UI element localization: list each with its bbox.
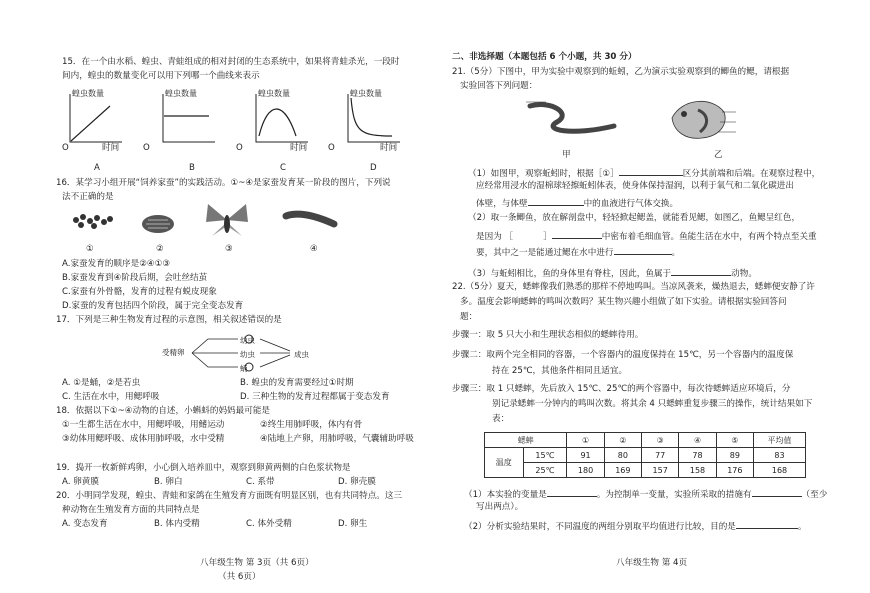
q21-p2-line3 [476,245,680,259]
table-cell: 77 [642,448,679,463]
graph-b-title: 蝗虫数量 [165,89,197,98]
q16-option-b: B.家蚕发育到④阶段后期，会吐丝结茧 [62,273,208,283]
q15-line2: 间内，蝗虫的数量变化可以用下列哪一个曲线来表示 [62,71,260,81]
q21-p2-text-f: 。 [671,248,681,258]
table-header-cell: 平均值 [754,433,806,448]
q22-p2-line1 [464,519,807,533]
q21-p1-text-b: 区分其前端和后端。在观察过程中， [682,169,821,179]
q22-step3-line2: 别记录蟋蟀一分钟内的鸣叫次数。将其余 4 只蟋蟀重复步骤三的操作，统计结果如下 [492,399,813,409]
q22-step3-line1: 步骤三：取 1 只蟋蟀，先后放入 15℃、25℃的两个容器中，每次待蟋蟀适应环境后，分 [452,384,791,394]
cricket-results-table [484,432,806,478]
q17-line1: 17．下列是三种生物发育过程的示意图，相关叙述错误的是 [56,315,282,325]
graph-c-origin: O [236,143,243,153]
graph-c-option: C [280,163,287,173]
q19-line1: 19．捣开一枚新鲜鸡卵，小心倒入培养皿中，观察到卵黄两侧的白色浆状物是 [56,463,351,473]
q17-option-c: C. 生活在水中，用鳃呼吸 [62,392,160,402]
q22-p2-text-a: （2）分析实验结果时，不同温度的两组分别取平均值进行比较，目的是 [464,522,736,532]
table-header-cell: ③ [642,433,679,448]
q22-blank-2[interactable] [752,487,802,497]
stage-label-3: ③ [225,244,233,254]
q22-blank-3[interactable] [736,519,798,529]
q21-p3-line1 [468,266,757,280]
left-page-footer: 八年级生物 第 3页（共 6页） [200,558,314,568]
q20-line2: 种动物在生殖发育方面的共同特点是 [62,505,200,515]
q20-option-a: A. 变态发育 [62,519,108,529]
q21-line1: 21.（5分）下图中，甲为实验中观察到的蚯蚓，乙为演示实验观察到的鲫鱼的鳃，请根据 [452,67,790,77]
table-cell: 78 [679,448,716,463]
stage-label-4: ④ [310,244,318,254]
q22-line3: 题： [460,312,478,322]
graph-d [342,92,402,147]
q17-option-b: B. 蝗虫的发育需要经过①时期 [240,378,354,388]
table-cell: 180 [567,463,604,478]
fish-gill-image [662,92,752,144]
q20-option-d: D. 卵生 [338,519,368,529]
graph-d-option: D [370,163,377,173]
table-header-cell: ⑤ [716,433,753,448]
q17-node-adult: 成虫 [294,350,309,359]
q21-blank-1[interactable] [619,166,683,176]
graph-b [157,92,217,147]
q22-step2-line1: 步骤二：取两个完全相同的容器，一个容器内的温度保持在 15℃，另一个容器内的温度保 [452,350,794,360]
silkworm-pupa-image [138,210,178,238]
q22-blank-1[interactable] [547,487,597,497]
table-cell: 158 [679,463,716,478]
table-cell-temp: 25℃ [523,463,567,478]
graph-a [64,92,124,147]
q22-step3-line3: 表： [492,414,510,424]
q19-option-c: C. 系带 [246,477,275,487]
table-cell-temp: 15℃ [523,448,567,463]
q21-p2-line1: （2）取一条鲫鱼，放在解剖盘中，轻轻掀起鳃盖，就能看见鳃，如图乙，鱼鳃呈红色， [468,213,801,223]
graph-a-option: A [94,163,100,173]
graph-a-origin: O [62,143,69,153]
q21-p2-text-c: ］ [543,232,552,242]
q17-node-pupa: 蛹 [240,364,248,373]
q22-step2-line2: 持在 25℃，其他条件相同且适宜。 [492,366,628,376]
q22-p1-line1 [464,487,827,501]
graph-b-origin: O [143,143,150,153]
graph-c-title: 蝗虫数量 [258,89,290,98]
graph-d-xlabel: 时间 [380,143,398,153]
stage-label-2: ② [156,244,164,254]
q21-blank-6[interactable] [671,266,731,276]
q18-statement-4: ④陆地上产卵，用肺呼吸，气囊辅助呼吸 [260,434,414,444]
q21-p3-text-b: 动物。 [731,269,757,279]
silkworm-eggs-image [70,208,120,238]
q18-line1: 18．依据以下①~④动物的自述，小蝌蚪的妈妈最可能是 [56,406,271,416]
graph-d-origin: O [328,143,335,153]
q22-line2: 多。温度会影响蟋蟀的鸣叫次数吗？某生物兴趣小组做了如下实验。请根据实验回答问 [460,297,787,307]
q16-option-d: D.家蚕的发育包括四个阶段，属于完全变态发育 [62,301,244,311]
q21-blank-3[interactable] [513,230,543,239]
q22-step1: 步骤一：取 5 只大小和生理状态相似的蟋蟀待用。 [452,330,644,340]
q17-option-d: D. 三种生物的发育过程都属于变态发育 [240,392,390,402]
q16-line1: 16．某学习小组开展“饲养家蚕”的实践活动。①~④是家蚕发育某一阶段的图片，下列说 [56,178,391,188]
table-header-row [485,433,806,448]
q22-p1-text-c: （至少 [801,490,828,500]
left-page-footer-total: （共 6页） [218,572,261,582]
table-header-cell: ④ [679,433,716,448]
stage-label-1: ① [86,244,94,254]
q21-blank-4[interactable] [552,229,602,239]
graph-c-xlabel: 时间 [290,143,308,153]
image-label-yi: 乙 [714,150,723,160]
q21-p2-line2 [476,229,817,243]
q21-p1-line1 [468,166,820,180]
q19-option-d: D. 卵壳膜 [338,477,376,487]
q21-p2-text-b: 是因为 ［ [476,232,514,242]
table-cell: 176 [716,463,753,478]
q21-p1-text-e: 中的血液进行气体交换。 [583,199,679,209]
q16-option-a: A.家蚕发育的顺序是②④①③ [62,259,171,269]
q21-p1-line3 [476,196,678,210]
table-cell: 168 [754,463,806,478]
section-title: 二、非选择题（本题包括 6 个小题，共 30 分） [452,52,637,62]
table-header-cell: ② [604,433,641,448]
table-header-cell: ① [567,433,604,448]
q15-line1: 15．在一个由水稻、蝗虫、青蛙组成的相对封闭的生态系统中，如果将青蛙杀光，一段时 [62,57,400,67]
q22-p1-text-b: 。为控制单一变量，实验所采取的措施有 [596,490,752,500]
table-cell: 80 [604,448,641,463]
table-cell: 169 [604,463,641,478]
q18-statement-2: ②终生用肺呼吸，体内有骨 [260,420,363,430]
q17-node-larva2: 幼虫 [240,350,255,359]
q20-line1: 20．小明同学发现，蝗虫、青蛙和家鸽在生殖发育方面既有明显区别，也有共同特点。这三 [56,491,403,501]
graph-a-xlabel: 时间 [102,143,120,153]
q17-diagram-arrows [190,330,340,376]
q19-option-a: A. 卵黄膜 [62,477,99,487]
q22-p1-text-a: （1）本实验的变量是 [464,490,547,500]
table-row-label: 温度 [485,448,524,478]
earthworm-image [522,92,622,144]
graph-d-title: 蝗虫数量 [350,89,382,98]
graph-c [250,92,310,147]
q21-p1-line2: 应经常用浸水的湿棉球轻擦蚯蚓体表，使身体保持湿润，以利于氧气和二氧化碳进出 [476,181,794,191]
q21-p2-text-d: 中密布着毛细血管。鱼能生活在水中，有两个特点至关重 [601,232,817,242]
q17-option-a: A. ①是蛹，②是若虫 [62,378,141,388]
q18-statement-1: ①一生都生活在水中，用鳃呼吸，用鳍运动 [62,420,225,430]
q21-p1-text-a: （1）如图甲，观察蚯蚓时，根据［①］ [468,169,619,179]
q17-node-larva1: 幼虫 [240,336,255,345]
q20-option-b: B. 体内受精 [154,519,200,529]
graph-a-title: 蝗虫数量 [72,89,104,98]
q21-line2: 实验回答下列问题： [460,81,538,91]
q21-p1-text-d: 体壁，与体壁 [476,199,528,209]
q22-line1: 22.（5分）夏天，蟋蟀像我们熟悉的那样不停地鸣叫。当凉风袭来，燥热退去，蟋蟀便安静了许 [452,282,815,292]
table-cell: 91 [567,448,604,463]
q21-blank-2[interactable] [528,196,584,206]
table-cell: 89 [716,448,753,463]
q19-option-b: B. 卵白 [154,477,183,487]
silkmoth-image [202,200,252,240]
q21-blank-5[interactable] [614,245,672,255]
table-row [485,448,806,463]
q21-p3-text-a: （3）与蚯蚓相比，鱼的身体里有脊柱，因此，鱼属于 [468,269,672,279]
q21-p2-text-e: 要，其中之一是能通过鳃在水中进行 [476,248,614,258]
silkworm-larva-image [282,206,338,232]
table-cell: 157 [642,463,679,478]
q16-line2: 法不正确的是 [62,192,114,202]
q16-option-c: C.家蚕有外骨骼，发育的过程有蜕皮现象 [62,287,217,297]
graph-b-option: B [189,163,195,173]
q20-option-c: C. 体外受精 [246,519,292,529]
table-cell: 83 [754,448,806,463]
image-label-jia: 甲 [562,150,571,160]
right-page-footer: 八年级生物 第 4页 [616,558,688,568]
q18-statement-3: ③幼体用鳃呼吸、成体用肺呼吸，水中受精 [62,434,225,444]
q17-node-egg: 受精卵 [162,348,185,357]
q22-p1-line2: 写出两点）。 [476,502,524,512]
table-row [485,463,806,478]
table-header-cell: 蟋蟀 [485,433,567,448]
q22-p2-text-b: 。 [797,522,807,532]
